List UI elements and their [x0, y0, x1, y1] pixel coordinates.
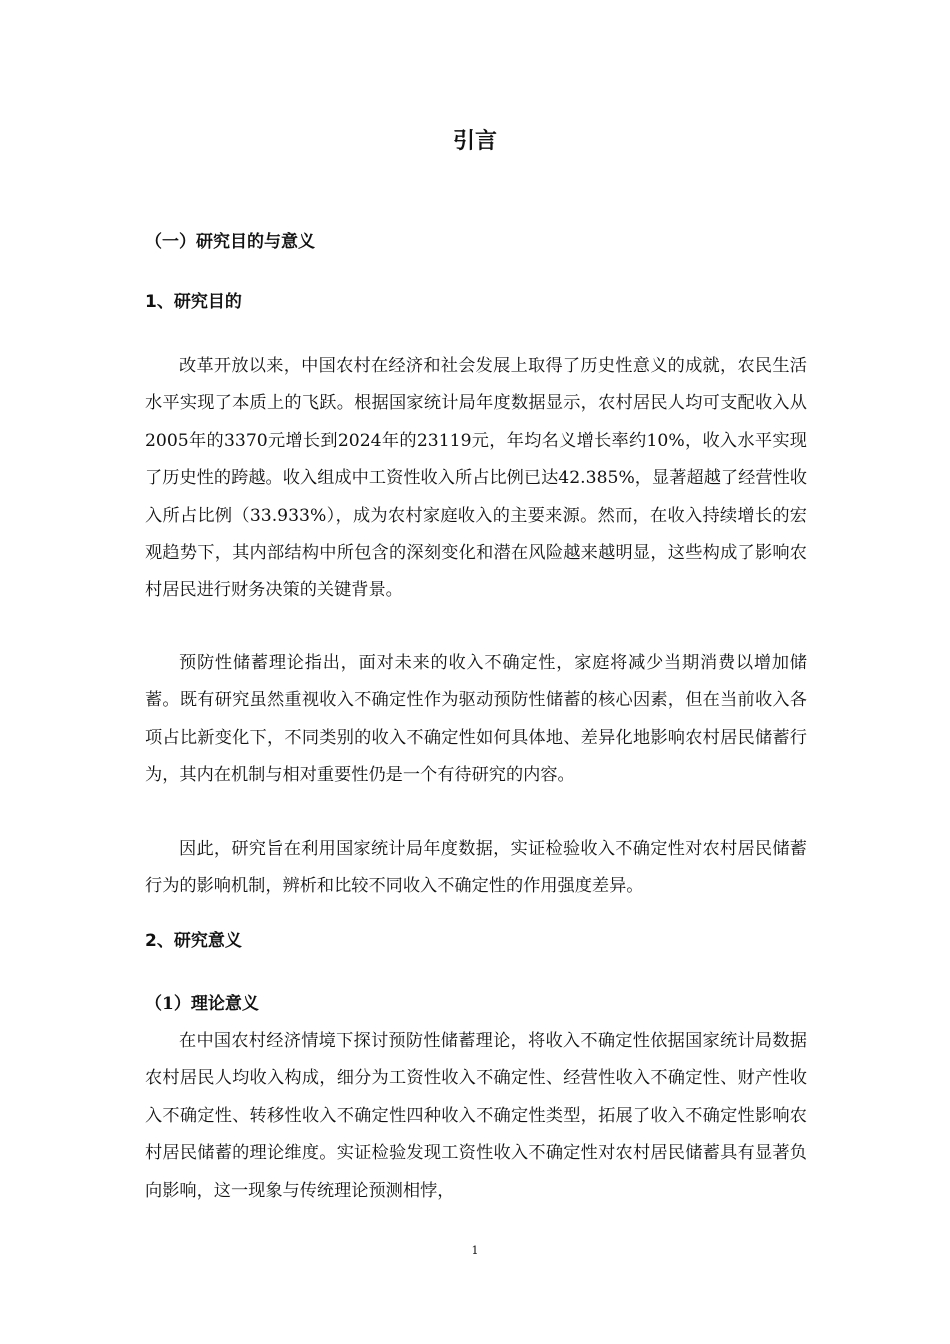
- page-title: 引言: [452, 129, 497, 154]
- paragraph-theory-significance: 在中国农村经济情境下探讨预防性储蓄理论，将收入不确定性依据国家统计局数据农村居民人均收入构成，细分为工资性收入不确定性、经营性收入不确定性、财产性收入不确定性、转移性收入不确定性四种收入不确定性类型，拓展了收入不确定性影响农村居民储蓄的理论维度。实证检验发现工资性收入不确定性对农村居民储蓄具有显著负向影响，这一现象与传统理论预测相悖，: [145, 1031, 807, 1201]
- paragraph-purpose-1: 改革开放以来，中国农村在经济和社会发展上取得了历史性意义的成就，农民生活水平实现了本质上的飞跃。根据国家统计局年度数据显示，农村居民人均可支配收入从2005年的3370元增长到2024年的23119元，年均名义增长率约10%，收入水平实现了历史性的跨越。收入组成中工资性收入所占比例已达42.385%，显著超越了经营性收入所占比例（33.933%），成为农村家庭收入的主要来源。然而，在收入持续增长的宏观趋势下，其内部结构中所包含的深刻变化和潜在风险越来越明显，这些构成了影响农村居民进行财务决策的关键背景。: [145, 356, 807, 601]
- theory-significance-heading: （1）理论意义: [145, 994, 259, 1014]
- subsection-heading-significance: 2、研究意义: [145, 931, 242, 951]
- section-heading: （一）研究目的与意义: [145, 232, 315, 252]
- subsection-heading-purpose: 1、研究目的: [145, 292, 242, 312]
- paragraph-purpose-2: 预防性储蓄理论指出，面对未来的收入不确定性，家庭将减少当期消费以增加储蓄。既有研究虽然重视收入不确定性作为驱动预防性储蓄的核心因素，但在当前收入各项占比新变化下，不同类别的收入不确定性如何具体地、差异化地影响农村居民储蓄行为，其内在机制与相对重要性仍是一个有待研究的内容。: [145, 653, 807, 786]
- page-number: 1: [471, 1244, 479, 1257]
- paragraph-purpose-3: 因此，研究旨在利用国家统计局年度数据，实证检验收入不确定性对农村居民储蓄行为的影响机制，辨析和比较不同收入不确定性的作用强度差异。: [145, 839, 807, 897]
